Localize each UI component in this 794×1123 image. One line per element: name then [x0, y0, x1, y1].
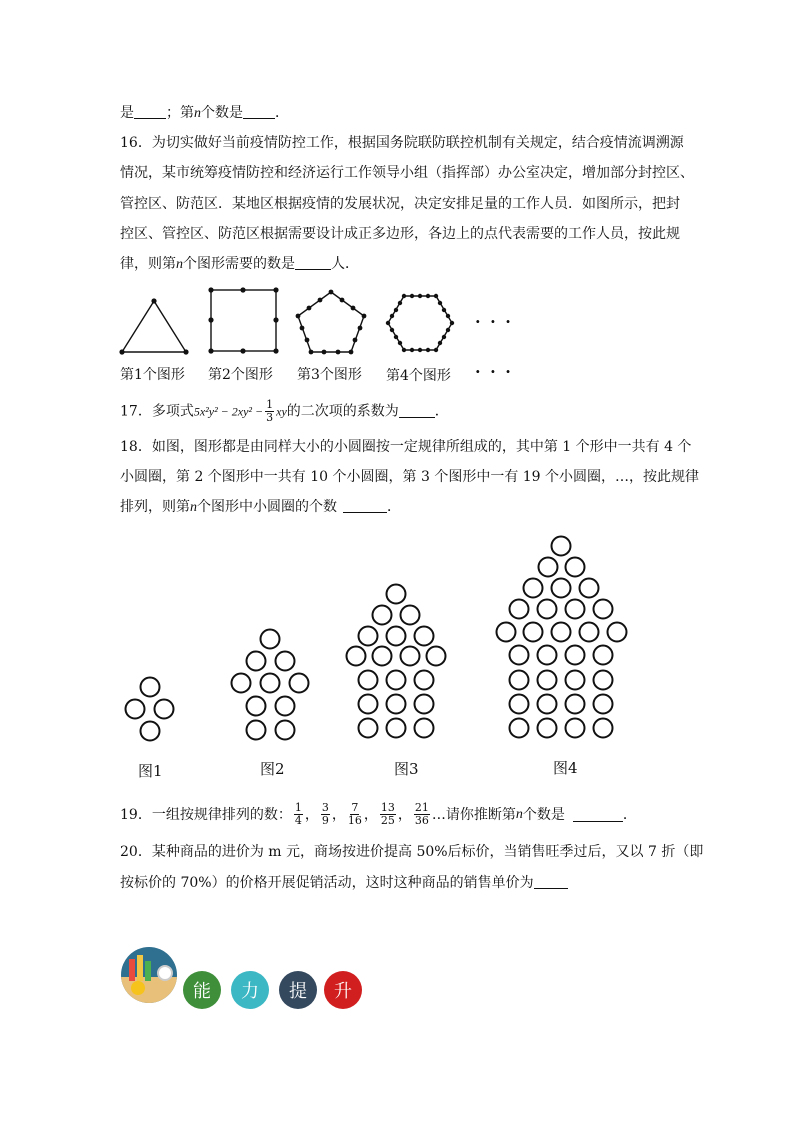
figure4-circle — [566, 600, 585, 619]
frac-den: 4 — [294, 814, 302, 827]
q16-line-5 — [120, 255, 359, 274]
fraction — [265, 399, 274, 424]
figure3-circle — [359, 671, 378, 690]
figure4-circle — [538, 600, 557, 619]
figure4-circle — [552, 537, 571, 556]
q20-line-2 — [120, 874, 568, 892]
figure1-circle — [155, 700, 174, 719]
figure3-circle — [415, 627, 434, 646]
frac-den: 3 — [266, 411, 274, 424]
figure4-circle — [524, 579, 543, 598]
q19-fraction-4 — [380, 802, 396, 827]
figure2-circle — [261, 674, 280, 693]
figure2-circle — [276, 652, 295, 671]
figure3-circle — [387, 719, 406, 738]
figure4-circle — [566, 558, 585, 577]
answer-blank[interactable] — [399, 403, 435, 418]
section-badge-li: 力 — [231, 971, 269, 1009]
figure4-circle — [566, 646, 585, 665]
frac-den: 16 — [347, 814, 362, 827]
q19-fraction-1 — [294, 802, 303, 827]
figure-caption-4: 第4个图形 — [386, 368, 451, 384]
figure4-circle — [566, 695, 585, 714]
q19-fractions — [292, 802, 432, 827]
section-logo-icon — [121, 947, 177, 1003]
frac-num: 3 — [321, 801, 329, 814]
figure4-circle — [497, 623, 516, 642]
figure3-circle — [373, 647, 392, 666]
section-badge-neng: 能 — [183, 971, 221, 1009]
figure-caption-2: 第2个图形 — [208, 367, 273, 383]
q18-caption-2: 图2 — [260, 760, 285, 778]
q16-line-2: 情况，某市统筹疫情防控和经济运行工作领导小组（指挥部）办公室决定，增加部分封控区、 — [120, 165, 694, 181]
figure4-circle — [524, 623, 543, 642]
figure1-circle — [141, 722, 160, 741]
q15-text: ． — [275, 105, 289, 121]
figure4-circle — [566, 671, 585, 690]
q15-text: 是 — [120, 105, 134, 121]
figure4-circle — [552, 623, 571, 642]
polynomial: xy — [276, 404, 287, 419]
figure4-circle — [510, 600, 529, 619]
polynomial: 5x²y² − 2xy² − — [193, 404, 264, 419]
figure2-circle — [232, 674, 251, 693]
figure4-circle — [580, 623, 599, 642]
q19-text: ． — [622, 806, 637, 823]
q16-text: 律，则第 — [120, 256, 176, 272]
answer-blank[interactable] — [134, 104, 166, 119]
q18-figures — [126, 537, 627, 741]
figure3-circle — [373, 606, 392, 625]
q18-line-2: 小圆圈，第 2 个图形中一共有 10 个小圆圈，第 3 个图形中一有 19 个小圆圈，…，按此规律 — [120, 469, 700, 485]
separator: ， — [304, 806, 319, 823]
figure2-circle — [276, 697, 295, 716]
q18-line-3 — [120, 498, 401, 517]
figure1-circle — [126, 700, 145, 719]
q19-text: 个数是 — [522, 806, 565, 823]
q18-caption-3: 图3 — [394, 760, 419, 778]
polygon-triangle — [122, 301, 186, 352]
figure4-circle — [510, 646, 529, 665]
figure2-circle — [247, 721, 266, 740]
figure-caption-3: 第3个图形 — [297, 367, 362, 383]
figure2-circle — [247, 697, 266, 716]
var-n: n — [194, 106, 201, 121]
q17-text: 的二次项的系数为 — [286, 403, 399, 420]
ellipsis-top: · · · — [475, 312, 513, 331]
ellipsis-bottom: · · · — [475, 362, 513, 381]
q19 — [120, 802, 637, 827]
figure3-circle — [359, 695, 378, 714]
var-n: n — [176, 257, 183, 272]
figure4-circle — [538, 646, 557, 665]
q16-line-4: 控区、管控区、防范区根据需要设计成正多边形，各边上的点代表需要的工作人员，按此规 — [120, 226, 680, 242]
section-badge-ti: 提 — [279, 971, 317, 1009]
answer-blank[interactable] — [343, 498, 387, 513]
figure3-circle — [427, 647, 446, 666]
polygon-hexagon — [388, 296, 452, 350]
figure3-circle — [359, 719, 378, 738]
figure4-circle — [580, 579, 599, 598]
section-badge-sheng: 升 — [324, 971, 362, 1009]
figure3-circle — [415, 695, 434, 714]
frac-den: 9 — [321, 814, 329, 827]
polygon-pentagon — [298, 292, 364, 352]
figure3-circle — [387, 627, 406, 646]
figure2-circle — [290, 674, 309, 693]
separator: ， — [331, 806, 346, 823]
figure4-circle — [510, 671, 529, 690]
square-dots — [208, 287, 278, 353]
separator: ， — [363, 806, 378, 823]
figure4-circle — [510, 695, 529, 714]
frac-den: 36 — [414, 814, 429, 827]
var-n: n — [515, 806, 523, 822]
figure2-circle — [276, 721, 295, 740]
figure3-circle — [387, 585, 406, 604]
q18-caption-1: 图1 — [138, 762, 163, 780]
frac-num: 1 — [294, 801, 302, 814]
figure3-circle — [387, 695, 406, 714]
frac-num: 21 — [414, 801, 429, 814]
figure4-circle — [608, 623, 627, 642]
q18-text: 排列，则第 — [120, 499, 190, 515]
q19-text: 19．一组按规律排列的数： — [120, 806, 292, 823]
triangle-dots — [119, 298, 188, 354]
q19-fraction-3 — [348, 802, 362, 827]
figure4-circle — [594, 646, 613, 665]
q16-text: 个图形需要的数是 — [183, 256, 295, 272]
q17-text: ． — [434, 403, 449, 420]
figure4-circle — [594, 600, 613, 619]
separator: ， — [397, 806, 412, 823]
frac-num: 7 — [351, 801, 359, 814]
figure4-circle — [566, 719, 585, 738]
q18-text: 个图形中小圆圈的个数 — [197, 499, 337, 515]
q18-text: ． — [387, 499, 401, 515]
figure3-circle — [415, 671, 434, 690]
figure4-circle — [594, 671, 613, 690]
q19-fraction-2 — [321, 802, 330, 827]
q15-tail — [120, 104, 289, 123]
q19-fraction-5 — [414, 802, 430, 827]
frac-num: 13 — [380, 801, 395, 814]
figure3-circle — [359, 627, 378, 646]
figure3-circle — [415, 719, 434, 738]
figure4-circle — [538, 719, 557, 738]
frac-den: 25 — [380, 814, 395, 827]
q19-text: …请你推断第 — [431, 806, 516, 823]
q15-text: 个数是 — [201, 105, 243, 121]
figure4-circle — [538, 671, 557, 690]
figure3-circle — [401, 606, 420, 625]
var-n: n — [190, 500, 197, 515]
q18-line-1: 18．如图，图形都是由同样大小的小圆圈按一定规律所组成的，其中第 1 个形中一共有 4 个 — [120, 439, 692, 455]
figure4-circle — [538, 695, 557, 714]
q20-text: 按标价的 70%）的价格开展促销活动，这时这种商品的销售单价为 — [120, 875, 534, 891]
q16-line-1: 16．为切实做好当前疫情防控工作，根据国务院联防联控机制有关规定，结合疫情流调溯源 — [120, 135, 684, 151]
figure1-circle — [141, 678, 160, 697]
q17-text: 17．多项式 — [120, 403, 194, 420]
figure2-circle — [261, 630, 280, 649]
figure4-circle — [594, 695, 613, 714]
pentagon-dots — [296, 290, 367, 355]
q20-line-1: 20．某种商品的进价为 m 元，商场按进价提高 50%后标价，当销售旺季过后，又以 7 折（即 — [120, 844, 704, 860]
figure2-circle — [247, 652, 266, 671]
figure4-circle — [539, 558, 558, 577]
answer-blank[interactable] — [243, 104, 275, 119]
figure3-circle — [347, 647, 366, 666]
q15-text: ；第 — [166, 105, 194, 121]
figure4-circle — [594, 719, 613, 738]
answer-blank[interactable] — [534, 874, 568, 889]
answer-blank[interactable] — [295, 255, 331, 270]
figure-caption-1: 第1个图形 — [120, 367, 185, 383]
figure4-circle — [552, 579, 571, 598]
q17 — [120, 399, 449, 424]
polygon-square — [211, 290, 276, 351]
q16-line-3: 管控区、防范区．某地区根据疫情的发展状况，决定安排足量的工作人员．如图所示，把封 — [120, 196, 680, 212]
figure3-circle — [387, 671, 406, 690]
q18-caption-4: 图4 — [553, 759, 578, 777]
frac-num: 1 — [266, 398, 274, 411]
answer-blank[interactable] — [573, 807, 623, 822]
figure4-circle — [510, 719, 529, 738]
q16-text: 人． — [331, 256, 359, 272]
figure3-circle — [401, 647, 420, 666]
hexagon-dots — [386, 294, 454, 352]
